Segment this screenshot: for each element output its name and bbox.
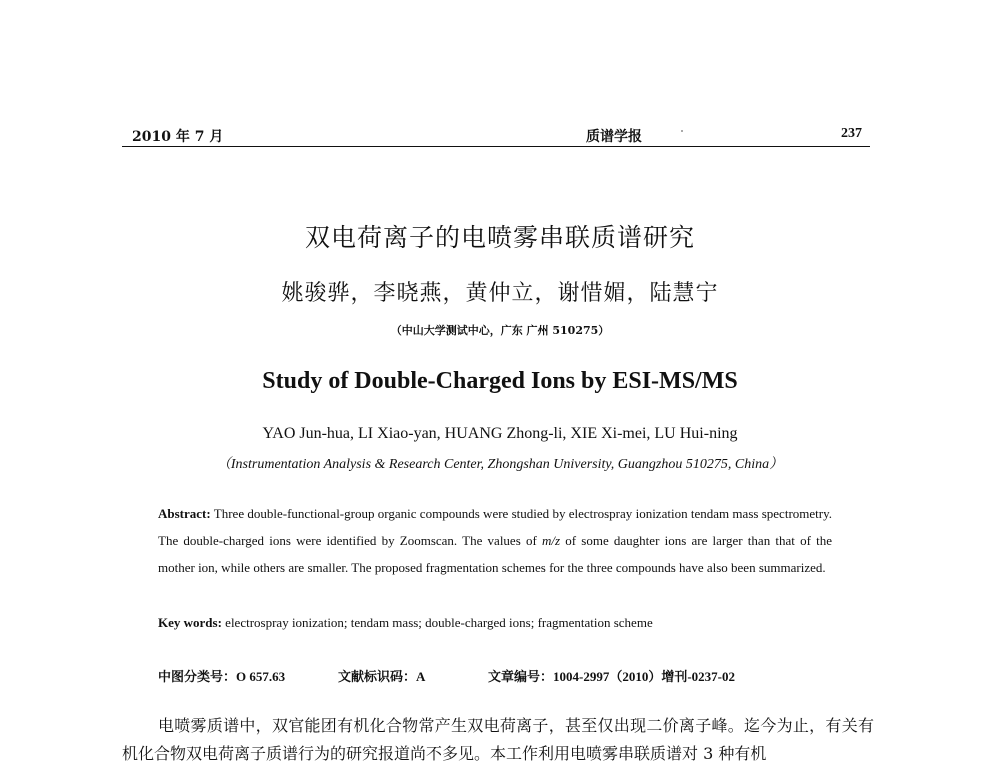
keywords-label: Key words:: [158, 615, 222, 630]
body-paragraph: 电喷雾质谱中，双官能团有机化合物常产生双电荷离子，甚至仅出现二价离子峰。迄今为止，有关有机化合物双电荷离子质谱行为的研究报道尚不多见。本工作利用电喷雾串联质谱对 3 种有机: [122, 716, 874, 763]
chinese-title: 双电荷离子的电喷雾串联质谱研究: [304, 223, 695, 252]
keywords-text: electrospray ionization; tendam mass; double-charged ions; fragmentation scheme: [221, 615, 653, 630]
english-authors: YAO Jun-hua, LI Xiao-yan, HUANG Zhong-li, XIE Xi-mei, LU Hui-ning: [262, 425, 738, 442]
abstract-text-part1: Three double-functional-group organic compounds were studied by electrospray ionization tendam mass spectrometry. The double-charged ions were identified by Zoomscan. The values of: [158, 506, 832, 548]
abstract-text-part2: of some daughter ions are larger than that of the mother ion, while others are smaller. The proposed fragmentation schemes for the three compounds have also been summarized.: [158, 533, 832, 575]
header-date: 2010 年 7 月: [132, 129, 224, 145]
article-number: [488, 666, 735, 685]
classification-line: [158, 666, 832, 686]
chinese-authors: 姚骏骅，李晓燕，黄仲立，谢惜媚，陆慧宁: [281, 281, 719, 306]
clc-number: [158, 666, 285, 685]
header-page-number: 237: [841, 126, 862, 141]
english-affiliation: （Instrumentation Analysis & Research Center, Zhongshan University, Guangzhou 510275, China）: [216, 457, 784, 472]
header-journal-name: 质谱学报: [586, 129, 642, 145]
english-title: Study of Double-Charged Ions by ESI-MS/MS: [262, 368, 738, 394]
clc-label: 中图分类号：: [158, 670, 237, 685]
document-code-label: 文献标识码：: [338, 670, 417, 685]
keywords: [158, 615, 832, 631]
clc-value: O 657.63: [236, 669, 286, 684]
document-code: [338, 666, 425, 685]
abstract: [158, 500, 832, 581]
document-code-value: A: [416, 669, 426, 684]
abstract-mz-italic: m/z: [541, 533, 561, 548]
article-number-value: 1004-2997（2010）增刊-0237-02: [553, 669, 736, 684]
article-number-label: 文章编号：: [488, 670, 554, 685]
abstract-label: Abstract:: [158, 506, 211, 521]
scan-speck: [681, 130, 683, 132]
running-header: [122, 124, 870, 147]
chinese-affiliation: （中山大学测试中心，广东 广州 510275）: [390, 324, 610, 337]
